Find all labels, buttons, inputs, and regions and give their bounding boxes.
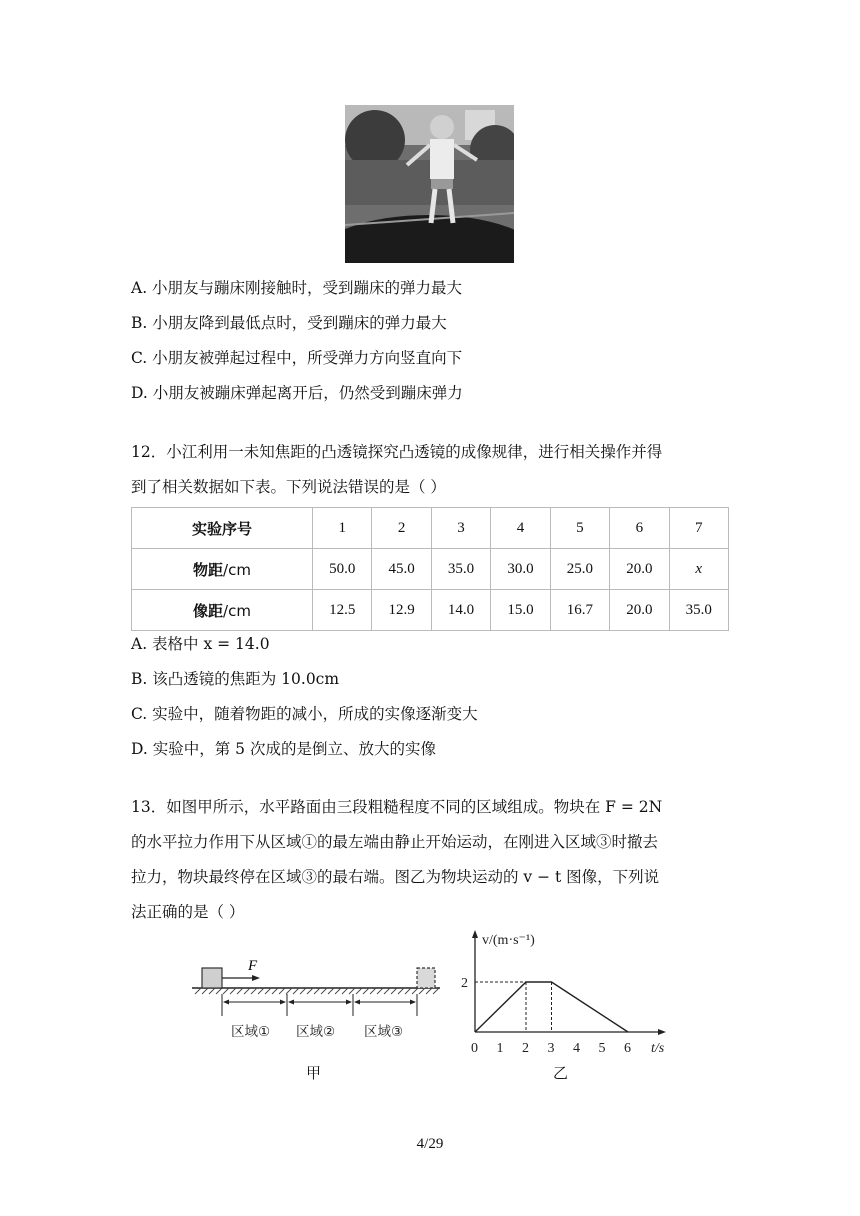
x-tick-label: 4 bbox=[573, 1041, 580, 1056]
q11-option-d: D. 小朋友被蹦床弹起离开后，仍然受到蹦床弹力 bbox=[131, 384, 463, 402]
table-cell: 35.0 bbox=[669, 590, 728, 631]
x-tick-label: 3 bbox=[547, 1041, 555, 1056]
table-cell: 6 bbox=[610, 508, 669, 549]
q13-stem-line4: 法正确的是（ ） bbox=[131, 903, 245, 921]
table-cell: 20.0 bbox=[610, 549, 669, 590]
figure-jia-road bbox=[190, 950, 450, 1050]
table-cell: 4 bbox=[491, 508, 550, 549]
table-cell: 1 bbox=[313, 508, 372, 549]
q12-option-c: C. 实验中，随着物距的减小，所成的实像逐渐变大 bbox=[131, 705, 478, 723]
q12-stem-line2: 到了相关数据如下表。下列说法错误的是（ ） bbox=[131, 478, 446, 496]
table-row-label: 物距/cm bbox=[132, 549, 313, 590]
x-tick-label: 0 bbox=[471, 1041, 478, 1056]
q11-option-a: A. 小朋友与蹦床刚接触时，受到蹦床的弹力最大 bbox=[131, 279, 463, 297]
table-row bbox=[132, 549, 729, 590]
q12-option-b: B. 该凸透镜的焦距为 10.0cm bbox=[131, 670, 340, 688]
force-label: F bbox=[248, 958, 258, 974]
page-number: 4/29 bbox=[416, 1136, 444, 1152]
lens-data-table bbox=[131, 507, 729, 631]
table-cell: 7 bbox=[669, 508, 728, 549]
y-axis-label: v/(m·s⁻¹) bbox=[482, 933, 535, 948]
q12-option-a: A. 表格中 x = 14.0 bbox=[131, 635, 270, 653]
table-cell: 45.0 bbox=[372, 549, 431, 590]
table-cell: 35.0 bbox=[431, 549, 490, 590]
table-row bbox=[132, 508, 729, 549]
figure-yi-vt-graph bbox=[455, 928, 680, 1058]
q11-option-c: C. 小朋友被弹起过程中，所受弹力方向竖直向下 bbox=[131, 349, 463, 367]
region-2-label: 区域② bbox=[296, 1024, 336, 1040]
table-row-label: 像距/cm bbox=[132, 590, 313, 631]
figure-jia-caption: 甲 bbox=[306, 1064, 322, 1082]
trampoline-photo bbox=[345, 105, 514, 263]
q12-option-d: D. 实验中，第 5 次成的是倒立、放大的实像 bbox=[131, 740, 436, 758]
q13-stem-line1: 13．如图甲所示，水平路面由三段粗糙程度不同的区域组成。物块在 F = 2N bbox=[131, 798, 663, 816]
x-tick-label: 5 bbox=[598, 1041, 606, 1056]
table-cell: 30.0 bbox=[491, 549, 550, 590]
table-row bbox=[132, 590, 729, 631]
table-cell: x bbox=[669, 549, 728, 590]
table-cell: 2 bbox=[372, 508, 431, 549]
table-cell: 16.7 bbox=[550, 590, 609, 631]
table-cell: 12.5 bbox=[313, 590, 372, 631]
block-end bbox=[417, 968, 435, 988]
table-cell: 14.0 bbox=[431, 590, 490, 631]
q13-stem-line3: 拉力，物块最终停在区域③的最右端。图乙为物块运动的 v − t 图像，下列说 bbox=[131, 868, 660, 886]
q13-stem-line2: 的水平拉力作用下从区域①的最左端由静止开始运动，在刚进入区域③时撤去 bbox=[131, 833, 659, 851]
table-cell: 50.0 bbox=[313, 549, 372, 590]
figure-yi-caption: 乙 bbox=[553, 1064, 569, 1082]
x-tick-label: 2 bbox=[522, 1041, 529, 1056]
region-1-label: 区域① bbox=[231, 1024, 271, 1040]
x-axis-label: t/s bbox=[651, 1041, 665, 1056]
table-cell: 20.0 bbox=[610, 590, 669, 631]
block-start bbox=[202, 968, 222, 988]
x-tick-label: 1 bbox=[496, 1041, 504, 1056]
region-3-label: 区域③ bbox=[364, 1024, 404, 1040]
table-cell: 25.0 bbox=[550, 549, 609, 590]
table-cell: 3 bbox=[431, 508, 490, 549]
x-tick-label: 6 bbox=[624, 1041, 631, 1056]
q11-option-b: B. 小朋友降到最低点时，受到蹦床的弹力最大 bbox=[131, 314, 447, 332]
table-cell: 5 bbox=[550, 508, 609, 549]
y-tick-label: 2 bbox=[461, 976, 468, 991]
table-cell: 12.9 bbox=[372, 590, 431, 631]
table-cell: 15.0 bbox=[491, 590, 550, 631]
table-row-label: 实验序号 bbox=[132, 508, 313, 549]
q12-stem-line1: 12．小江利用一未知焦距的凸透镜探究凸透镜的成像规律，进行相关操作并得 bbox=[131, 443, 663, 461]
